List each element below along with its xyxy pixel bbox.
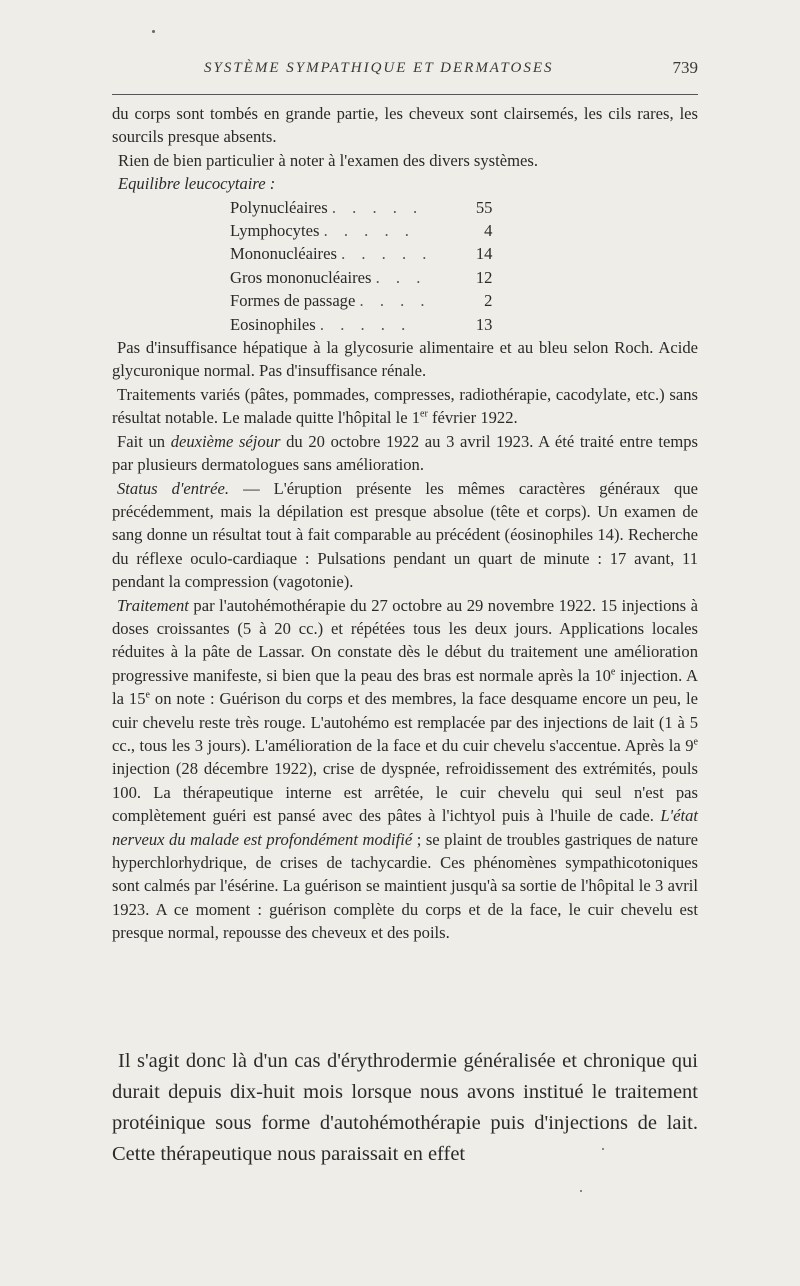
- formula-row: [230, 266, 492, 289]
- dot-leader: . . . . .: [323, 221, 415, 241]
- paragraph: Il s'agit donc là d'un cas d'érythrodermie généralisée et chronique qui durait depuis dix-huit mois lorsque nous avons institué le traitement protéinique sous forme d'autohémothérapie puis d'injections de lait. Cette thérapeutique nous paraissait en effet: [112, 1050, 698, 1165]
- paragraph: Pas d'insuffisance hépatique à la glycosurie alimentaire et au bleu selon Roch. Acide glycuronique normal. Pas d'insuffisance rénale.: [112, 338, 698, 381]
- text-run: ; se plaint de troubles gastriques de nature hyperchlorhydrique, de crises de tachycardie. Ces phénomènes sympathicotoniques sont calmés par l'ésérine. La guérison se maintient jusqu'à sa sortie de l'hôpital le 3 avril 1923. A ce moment : guérison complète du corps et de la face, le cuir chevelu est presque normal, repousse des cheveux et des poils.: [112, 829, 698, 943]
- text-run: par l'autohémothérapie du 27 octobre au 29 novembre 1922. 15 injections à doses croissantes (5 à 20 cc.) et répétées tous les deux jours. Applications locales réduites à la pâte de Lassar. On constate dès le début du traitement une amélioration progressive manifeste, si bien que la peau des bras est normale après la 10: [112, 595, 698, 685]
- emphasis: deuxième séjour: [170, 431, 281, 451]
- emphasis: Traitement: [117, 595, 189, 615]
- superscript: er: [420, 408, 428, 420]
- formula-value: 4: [484, 221, 493, 241]
- emphasis: L'état nerveux du malade est profondément modifié: [112, 806, 698, 849]
- dot-leader: . . . .: [359, 291, 431, 311]
- paper-speck: [580, 1190, 582, 1192]
- formula-value: 55: [475, 197, 493, 217]
- formula-row: [230, 289, 492, 312]
- paper-speck: [602, 1148, 604, 1150]
- running-head: SYSTÈME SYMPATHIQUE ET DERMATOSES: [204, 60, 554, 76]
- formula-label: Gros mononucléaires: [230, 267, 372, 287]
- paragraph: du corps sont tombés en grande partie, les cheveux sont clairsemés, les cils rares, les sourcils presque absents.: [112, 104, 698, 147]
- text-run: Fait un: [117, 431, 171, 451]
- formula-row: [230, 313, 492, 336]
- formula-label: Polynucléaires: [230, 197, 328, 217]
- page-header: [112, 58, 698, 86]
- formula-row: [230, 219, 492, 242]
- text-run: du 20 octobre 1922 au 3 avril 1923. A été traité entre temps par plusieurs dermatologues sans amélioration.: [112, 431, 698, 475]
- leucocyte-formula-table: [230, 196, 492, 336]
- dot-leader: . . .: [375, 267, 427, 287]
- superscript: e: [693, 736, 698, 748]
- paper-speck: [152, 30, 155, 33]
- page-number: 739: [672, 58, 698, 77]
- text-run: — L'éruption présente les mêmes caractères généraux que précédemment, mais la dépilation est presque absolue (tête et corps). Un examen de sang donne un résultat tout à fait comparable au précédent (éosinophiles 14). Recherche du réflexe oculo-cardiaque : Pulsations pendant un quart de minute : 17 avant, 11 pendant la compression (vagotonie).: [112, 478, 698, 592]
- dot-leader: . . . . .: [319, 314, 412, 334]
- conclusion-text: [112, 1046, 698, 1170]
- dot-leader: . . . . .: [341, 244, 433, 264]
- superscript: e: [610, 666, 616, 678]
- paragraph: Rien de bien particulier à noter à l'examen des divers systèmes.: [118, 150, 538, 170]
- paragraph: [112, 594, 698, 945]
- header-rule: [112, 94, 698, 95]
- formula-value: 14: [475, 244, 493, 264]
- superscript: e: [145, 689, 150, 701]
- text-run: injection (28 décembre 1922), crise de dyspnée, refroidissement des extrémités, pouls 100. La thérapeutique interne est arrêtée, le cuir chevelu qui seul n'est pas complètement guéri est pansé avec des pâtes à l'ichtyol puis à l'huile de cade.: [112, 759, 698, 826]
- formula-value: 2: [484, 291, 493, 311]
- formula-value: 13: [475, 314, 493, 334]
- formula-label: Mononucléaires: [230, 244, 337, 264]
- emphasis: Status d'entrée.: [117, 478, 230, 498]
- formula-row: [230, 196, 492, 219]
- formula-row: [230, 242, 492, 265]
- formula-label: Lymphocytes: [230, 221, 320, 241]
- formula-value: 12: [475, 267, 493, 287]
- paragraph: [112, 477, 698, 594]
- text-run: on note : Guérison du corps et des membres, la face desquame encore un peu, le cuir chevelu reste très rouge. L'autohémo est remplacée par des injections de lait (1 à 5 cc., tous les 3 jours). L'amélioration de la face et du cuir chevelu s'accentue. Après la 9: [112, 689, 698, 755]
- text-run: injection. A la 15: [112, 665, 698, 709]
- body-text: [112, 102, 698, 945]
- dot-leader: . . . . .: [331, 197, 424, 217]
- formula-label: Eosinophiles: [230, 314, 316, 334]
- text-run: Traitements variés (pâtes, pommades, compresses, radiothérapie, cacodylate, etc.) sans résultat notable. Le malade quitte l'hôpital le 1: [112, 384, 698, 428]
- formula-label: Formes de passage: [230, 291, 356, 311]
- paragraph: [112, 430, 698, 477]
- formula-heading: Equilibre leucocytaire :: [118, 174, 276, 194]
- text-run: février 1922.: [427, 408, 518, 428]
- paragraph: [112, 383, 698, 430]
